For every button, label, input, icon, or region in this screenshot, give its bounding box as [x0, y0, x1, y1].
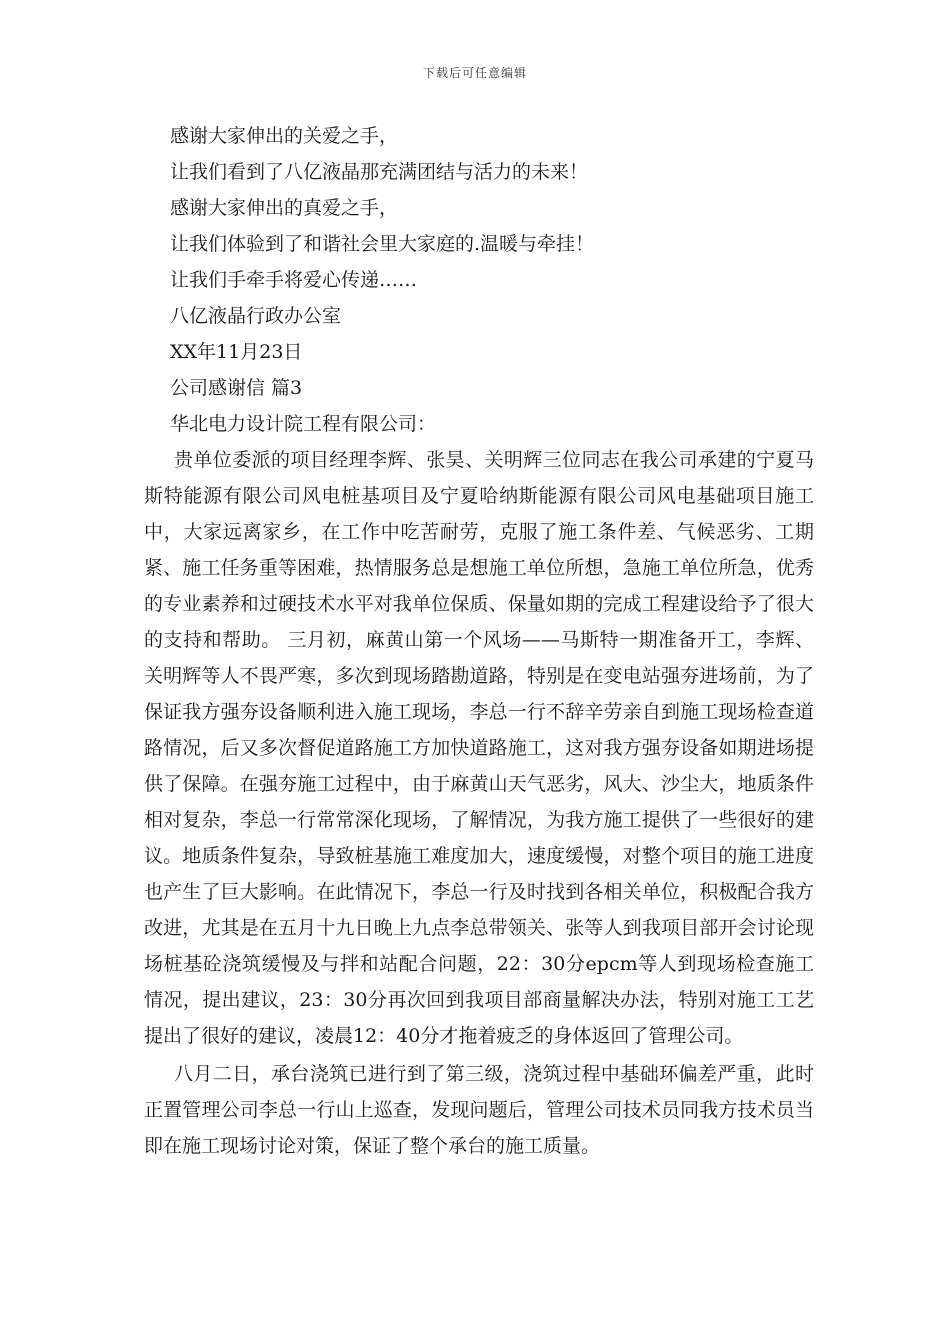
document-body	[144, 118, 814, 1164]
signature-date: XX年11月23日	[170, 341, 303, 363]
text-line: 让我们体验到了和谐社会里大家庭的.温暖与牵挂！	[170, 233, 595, 255]
text-line: 感谢大家伸出的真爱之手，	[170, 197, 399, 219]
signature-office: 八亿液晶行政办公室	[170, 305, 342, 327]
text-line: 让我们看到了八亿液晶那充满团结与活力的未来！	[170, 161, 589, 183]
section-title: 公司感谢信 篇3	[170, 377, 303, 399]
letter-salutation: 华北电力设计院工程有限公司：	[170, 413, 437, 435]
text-line: 让我们手牵手将爱心传递……	[170, 269, 418, 291]
body-paragraph: 八月二日，承台浇筑已进行到了第三级，浇筑过程中基础环偏差严重，此时正置管理公司李总一行山上巡查，发现问题后，管理公司技术员同我方技术员当即在施工现场讨论对策，保证了整个承台的施工质量。	[144, 1063, 814, 1157]
text-line: 感谢大家伸出的关爱之手，	[170, 125, 399, 147]
page-header-note: 下载后可任意编辑	[422, 66, 527, 80]
body-paragraph: 贵单位委派的项目经理李辉、张昊、关明辉三位同志在我公司承建的宁夏马斯特能源有限公司风电桩基项目及宁夏哈纳斯能源有限公司风电基础项目施工中，大家远离家乡，在工作中吃苦耐劳，克服了施工条件差、气候恶劣、工期紧、施工任务重等困难，热情服务总是想施工单位所想，急施工单位所急，优秀的专业素养和过硬技术水平对我单位保质、保量如期的完成工程建设给予了很大的支持和帮助。 三月初，麻黄山第一个风场——马斯特一期准备开工，李辉、关明辉等人不畏严寒，多次到现场踏勘道路，特别是在变电站强夯进场前，为了保证我方强夯设备顺利进入施工现场，李总一行不辞辛劳亲自到施工现场检查道路情况，后又多次督促道路施工方加快道路施工，这对我方强夯设备如期进场提供了保障。在强夯施工过程中，由于麻黄山天气恶劣，风大、沙尘大，地质条件相对复杂，李总一行常常深化现场，了解情况，为我方施工提供了一些很好的建议。地质条件复杂，导致桩基施工难度加大，速度缓慢，对整个项目的施工进度也产生了巨大影响。在此情况下，李总一行及时找到各相关单位，积极配合我方改进，尤其是在五月十九日晚上九点李总带领关、张等人到我项目部开会讨论现场桩基砼浇筑缓慢及与拌和站配合问题，22：30分epcm等人到现场检查施工情况，提出建议，23：30分再次回到我项目部商量解决办法，特别对施工工艺提出了很好的建议，凌晨12：40分才拖着疲乏的身体返回了管理公司。	[144, 449, 814, 1047]
